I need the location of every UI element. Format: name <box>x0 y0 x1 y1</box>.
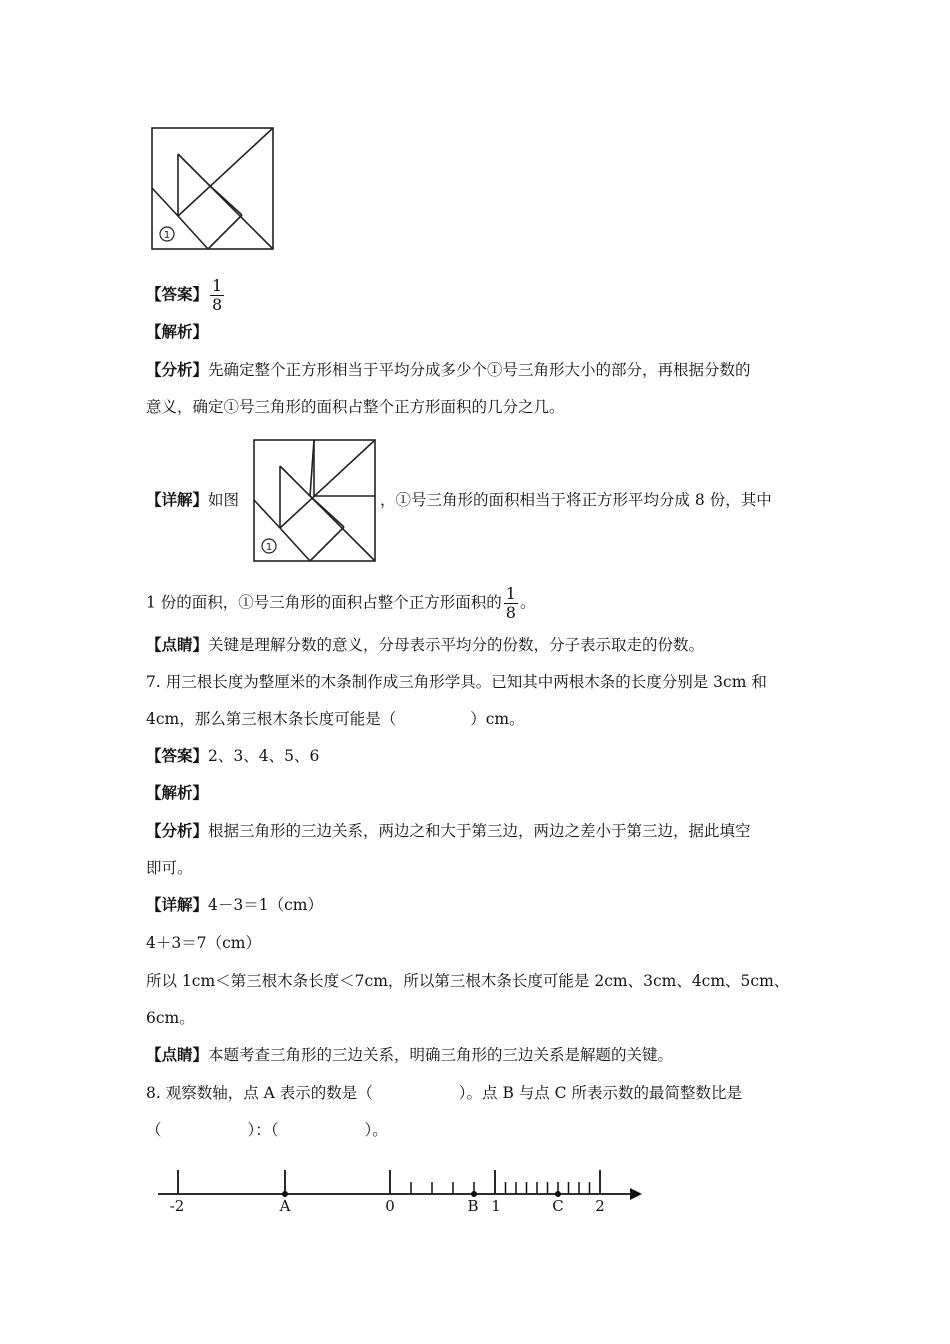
q8-line1: 8. 观察数轴，点 A 表示的数是（ ）。点 B 与点 C 所表示数的最简整数比是 <box>146 1084 742 1102</box>
q6-xiangjie-line1-post: ，①号三角形的面积相当于将正方形平均分成 8 份，其中 <box>380 491 772 509</box>
answer-fraction: $\frac{1}{8}$ <box>212 276 223 314</box>
label-a: A <box>279 1197 291 1215</box>
q7-dianjing: 【点睛】本题考查三角形的三边关系，明确三角形的三边关系是解题的关键。 <box>146 1045 674 1064</box>
axis-arrow <box>630 1188 642 1200</box>
q8-line2: （ ）：（ ）。 <box>146 1121 388 1139</box>
q7-xiangjie-line3: 所以 1cm＜第三根木条长度＜7cm，所以第三根木条长度可能是 2cm、3cm、4cm、5cm、 <box>146 972 790 990</box>
q7-line2: 4cm，那么第三根木条长度可能是（ ）cm。 <box>146 710 525 728</box>
label-1: 1 <box>491 1197 501 1215</box>
xiangjie-fraction: $\frac{1}{8}$ <box>505 584 516 622</box>
q7-line1: 7. 用三根长度为整厘米的木条制作成三角形学具。已知其中两根木条的长度分别是 3cm 和 <box>146 673 767 691</box>
q6-jiexi: 【解析】 <box>146 322 209 341</box>
circle-one-label-1 <box>160 227 174 241</box>
q6-answer <box>146 277 811 314</box>
q7-xiangjie-line2: 4＋3＝7（cm） <box>146 934 261 952</box>
tangram-figure-1 <box>150 126 276 252</box>
q7-fenxi-line1: 【分析】根据三角形的三边关系，两边之和大于第三边，两边之差小于第三边，据此填空 <box>146 821 751 840</box>
q6-fenxi-line2: 意义，确定①号三角形的面积占整个正方形面积的几分之几。 <box>146 398 565 416</box>
label-c: C <box>552 1197 564 1215</box>
q6-fenxi-line1: 【分析】先确定整个正方形相当于平均分成多少个①号三角形大小的部分，再根据分数的 <box>146 360 751 379</box>
svg-text:1: 1 <box>163 230 171 241</box>
q7-fenxi-line2: 即可。 <box>146 859 193 877</box>
svg-text:1: 1 <box>265 542 273 553</box>
label-0: 0 <box>385 1197 395 1215</box>
label-b: B <box>467 1197 479 1215</box>
label-2: 2 <box>595 1197 605 1215</box>
q6-dianjing: 【点睛】关键是理解分数的意义，分母表示平均分的份数，分子表示取走的份数。 <box>146 635 705 654</box>
q7-xiangjie-line1: 【详解】4－3＝1（cm） <box>146 895 323 914</box>
tangram-figure-2 <box>252 438 378 564</box>
label-neg2: -2 <box>169 1197 185 1215</box>
q7-answer: 【答案】2、3、4、5、6 <box>146 746 320 765</box>
q7-xiangjie-line4: 6cm。 <box>146 1009 195 1027</box>
minor-ticks <box>411 1182 590 1194</box>
q6-xiangjie-line1: 【详解】如图 <box>146 490 240 509</box>
q7-jiexi: 【解析】 <box>146 783 209 802</box>
q6-xiangjie-line2: 1 份的面积，①号三角形的面积占整个正方形面积的 $\frac{1}{8}$ 。 <box>146 584 536 622</box>
circle-one-label-2 <box>262 539 276 553</box>
number-line <box>150 1160 650 1220</box>
answer-label: 【答案】 <box>146 284 209 304</box>
